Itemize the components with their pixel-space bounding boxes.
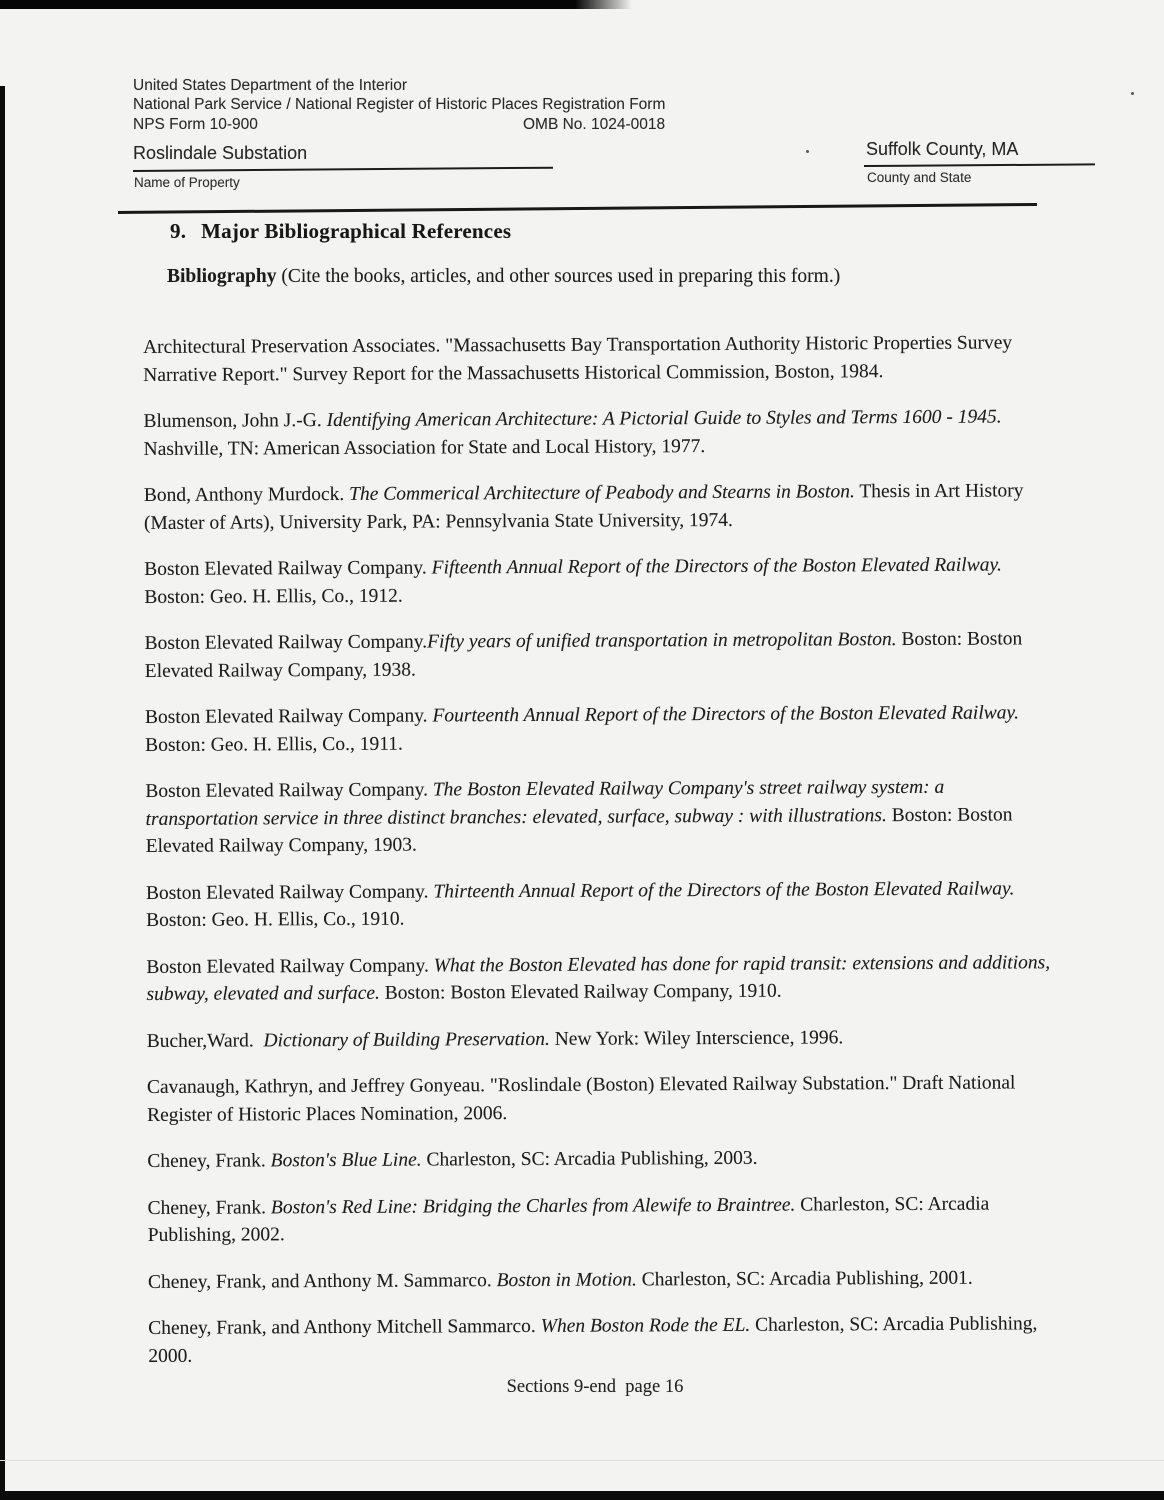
department-line: United States Department of the Interior xyxy=(133,77,407,94)
bibliography-entry: Boston Elevated Railway Company. What the Boston Elevated has done for rapid transit: extensions and additions, subway, elevated and surface. Boston: Boston Elevated Railway Company, 1910. xyxy=(146,951,1051,1005)
bibliography-entry: Boston Elevated Railway Company. Fifteenth Annual Report of the Directors of the Boston Elevated Railway. Boston: Geo. H. Ellis, Co., 1912. xyxy=(144,554,1002,608)
page-footer: Sections 9-end page 16 xyxy=(506,1377,684,1397)
county-state-underline xyxy=(864,163,1095,167)
county-state-label: County and State xyxy=(867,170,972,185)
bibliography-intro-lead: Bibliography xyxy=(167,266,277,287)
bibliography-list xyxy=(143,329,1057,1389)
bibliography-entry: Cheney, Frank. Boston's Red Line: Bridging the Charles from Alewife to Braintree. Charleston, SC: Arcadia Publishing, 2002. xyxy=(147,1193,990,1246)
section-title xyxy=(170,219,511,244)
section-number: 9. xyxy=(170,219,187,243)
service-line: National Park Service / National Register of Historic Places Registration Form xyxy=(133,96,666,113)
bibliography-entry: Cheney, Frank. Boston's Blue Line. Charleston, SC: Arcadia Publishing, 2003. xyxy=(147,1147,758,1172)
bibliography-intro xyxy=(167,266,840,288)
bibliography-entry: Bond, Anthony Murdock. The Commerical Architecture of Peabody and Stearns in Boston. Thesis in Art History (Master of Arts), University Park, PA: Pennsylvania State University, 1974. xyxy=(143,480,1024,534)
property-name: Roslindale Substation xyxy=(133,143,308,163)
nps-form-number: NPS Form 10-900 xyxy=(133,116,258,133)
bibliography-entry: Boston Elevated Railway Company. The Boston Elevated Railway Company's street railway system: a transportation service in three distinct branches: elevated, surface, subway : with illustrations. Boston: Boston Elevated Railway Company, 1903. xyxy=(145,776,1013,857)
bibliography-entry: Cheney, Frank, and Anthony M. Sammarco. Boston in Motion. Charleston, SC: Arcadia Publishing, 2001. xyxy=(147,1267,973,1293)
scan-artifact-dot xyxy=(806,150,809,153)
bibliography-entry: Blumenson, John J.-G. Identifying American Architecture: A Pictorial Guide to Styles and Terms 1600 - 1945. Nashville, TN: American Association for State and Local History, 1977. xyxy=(143,406,1002,460)
scan-border-top xyxy=(0,0,632,9)
section-title-text: Major Bibliographical References xyxy=(201,219,512,243)
bibliography-entry: Boston Elevated Railway Company. Thirteenth Annual Report of the Directors of the Boston Elevated Railway. Boston: Geo. H. Ellis, Co., 1910. xyxy=(145,877,1015,931)
scan-edge-line xyxy=(0,1460,1164,1461)
bibliography-intro-rest: (Cite the books, articles, and other sources used in preparing this form.) xyxy=(276,266,841,287)
bibliography-entry: Architectural Preservation Associates. "Massachusetts Bay Transportation Authority Historic Properties Survey Narrative Report." Survey Report for the Massachusetts Historical Commission, Boston, 1984. xyxy=(143,332,1013,386)
scan-artifact-dot xyxy=(1131,92,1134,95)
omb-number: OMB No. 1024-0018 xyxy=(523,116,666,133)
scan-border-bottom xyxy=(0,1491,1164,1500)
form-header xyxy=(133,76,773,134)
property-name-label: Name of Property xyxy=(134,175,240,190)
section-divider-rule xyxy=(118,203,1037,214)
bibliography-entry: Cavanaugh, Kathryn, and Jeffrey Gonyeau. "Roslindale (Boston) Elevated Railway Substation." Draft National Register of Historic Places Nomination, 2006. xyxy=(146,1072,1016,1126)
scan-border-left xyxy=(0,86,5,1500)
property-name-underline xyxy=(133,167,553,172)
form-number-row xyxy=(133,115,773,134)
bibliography-entry: Boston Elevated Railway Company. Fourteenth Annual Report of the Directors of the Boston Elevated Railway. Boston: Geo. H. Ellis, Co., 1911. xyxy=(144,702,1020,756)
bibliography-entry: Boston Elevated Railway Company.Fifty years of unified transportation in metropolitan Boston. Boston: Boston Elevated Railway Company, 1938. xyxy=(144,628,1023,682)
county-state: Suffolk County, MA xyxy=(866,139,1019,159)
bibliography-entry: Cheney, Frank, and Anthony Mitchell Sammarco. When Boston Rode the EL. Charleston, SC: Arcadia Publishing, 2000. xyxy=(148,1313,1038,1367)
bibliography-entry: Bucher,Ward. Dictionary of Building Preservation. New York: Wiley Interscience, 1996. xyxy=(146,1026,844,1052)
